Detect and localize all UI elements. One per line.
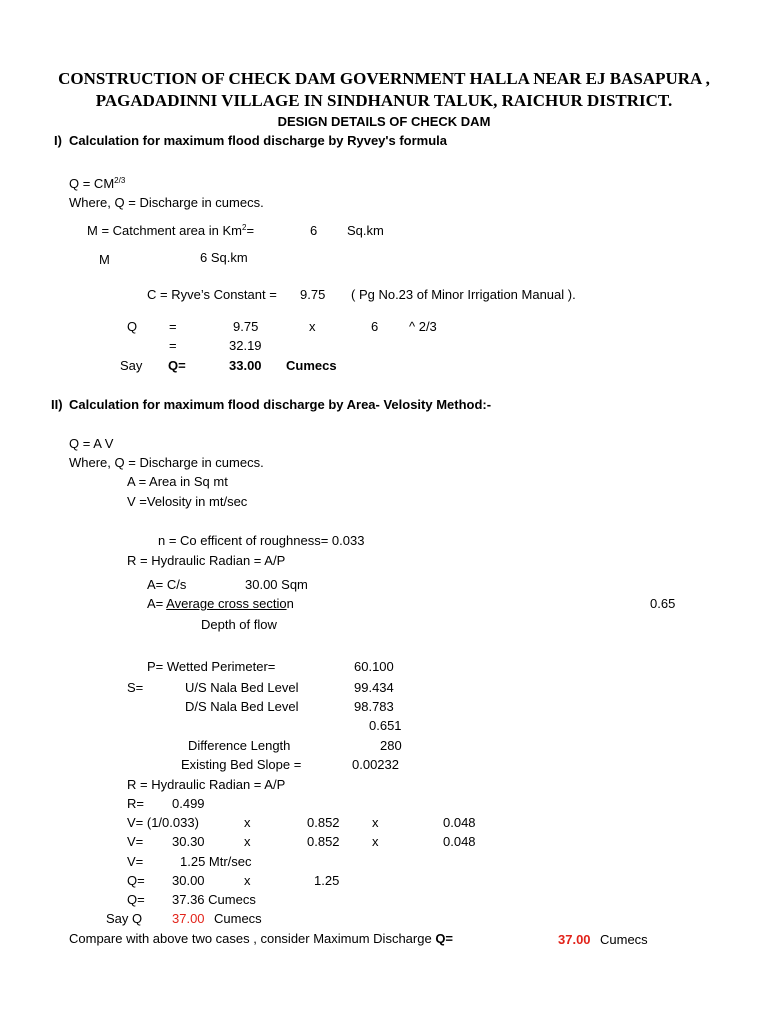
difference-length-label: Difference Length [188,738,291,753]
final-discharge-unit: Cumecs [600,932,648,947]
say-q-label: Q= [168,358,186,373]
calc-times: x [309,319,316,334]
roughness-def: n = Co efficent of roughness= 0.033 [158,533,365,548]
wetted-perimeter-value: 60.100 [354,659,394,674]
say-q-label-2: Say Q [106,911,143,926]
discharge-velocity-term: 1.25 [314,873,340,888]
calc-result: 32.19 [229,338,262,353]
ryve-constant-value: 9.75 [300,287,326,302]
bed-slope-value: 0.00232 [352,757,399,772]
m-label: M [99,252,110,267]
hydraulic-radius-def: R = Hydraulic Radian = A/P [127,553,286,568]
calc-power: ^ 2/3 [409,319,437,334]
discharge-result: 37.36 Cumecs [172,892,256,907]
velocity-s-term-1: 0.048 [443,815,476,830]
say-q-unit-2: Cumecs [214,911,262,926]
ryve-formula: $Q = CM^{2/3}$ [69,176,126,191]
velocity-label-2: V= [127,834,144,849]
velocity-r-term-1: 0.852 [307,815,340,830]
calc-c-value: 9.75 [233,319,259,334]
us-bed-level-value: 99.434 [354,680,394,695]
final-discharge-value: 37.00 [558,932,591,947]
wetted-perimeter-label: P= Wetted Perimeter= [147,659,276,674]
velocity-times-3: x [244,834,251,849]
r-label: R= [127,796,144,811]
velocity-times-4: x [372,834,379,849]
depth-of-flow-label: Depth of flow [201,617,277,632]
us-bed-level-label: U/S Nala Bed Level [185,680,299,695]
manual-reference: ( Pg No.23 of Minor Irrigation Manual ). [351,287,576,302]
velocity-r-term-2: 0.852 [307,834,340,849]
catchment-def: M = Catchment area in $Km^2=$ [87,223,255,238]
velocity-label-3: V= [127,854,144,869]
where-q-def-2: Where, Q = Discharge in cumecs. [69,455,264,470]
say-label: Say [120,358,143,373]
hydraulic-radius-def-2: R = Hydraulic Radian = A/P [127,777,286,792]
bed-level-difference: 0.651 [369,718,402,733]
compare-statement: Compare with above two cases , consider Maximum Discharge Q= [69,931,454,946]
catchment-value: 6 [310,223,318,238]
section2-heading: Calculation for maximum flood discharge by Area- Velosity Method:- [69,397,492,412]
m-value: 6 Sq.km [200,250,248,265]
discharge-label-1: Q= [127,873,145,888]
slope-s-label: S= [127,680,144,695]
ds-bed-level-label: D/S Nala Bed Level [185,699,299,714]
r-value: 0.499 [172,796,205,811]
calc-equals: = [169,319,177,334]
discharge-times: x [244,873,251,888]
velocity-s-term-2: 0.048 [443,834,476,849]
av-formula: Q = A V [69,436,114,451]
velocity-n-term-2: 30.30 [172,834,205,849]
velocity-times-2: x [372,815,379,830]
say-q-unit: Cumecs [286,358,337,373]
calc-m-value: 6 [371,319,379,334]
velocity-result: 1.25 Mtr/sec [180,854,252,869]
velocity-def: V =Velosity in mt/sec [127,494,248,509]
discharge-label-2: Q= [127,892,145,907]
say-q-value: 33.00 [229,358,262,373]
bed-slope-label: Existing Bed Slope = [181,757,302,772]
avg-cross-section-value: 0.65 [650,596,676,611]
say-q-value-2: 37.00 [172,911,205,926]
catchment-unit: Sq.km [347,223,384,238]
section1-number: I) [54,133,62,148]
area-cs-value: 30.00 Sqm [245,577,308,592]
calc-q-label: Q [127,319,138,334]
velocity-formula-1: V= (1/0.033) [127,815,199,830]
section2-number: II) [51,397,63,412]
title-line-2: PAGADADINNI VILLAGE IN SINDHANUR TALUK, RAICHUR DISTRICT. [95,91,673,110]
avg-cross-section: A= Average cross section [147,596,294,611]
subtitle: DESIGN DETAILS OF CHECK DAM [277,114,491,129]
ds-bed-level-value: 98.783 [354,699,394,714]
title-line-1: CONSTRUCTION OF CHECK DAM GOVERNMENT HALLA NEAR EJ BASAPURA , [58,69,710,88]
area-cs-label: A= C/s [147,577,187,592]
where-q-def: Where, Q = Discharge in cumecs. [69,195,264,210]
ryve-constant-def: C = Ryve’s Constant = [147,287,277,302]
section1-heading: Calculation for maximum flood discharge by Ryvey's formula [69,133,448,148]
velocity-times-1: x [244,815,251,830]
area-def: A = Area in Sq mt [127,474,228,489]
calc-equals-2: = [169,338,177,353]
discharge-area-term: 30.00 [172,873,205,888]
difference-length-value: 280 [380,738,402,753]
